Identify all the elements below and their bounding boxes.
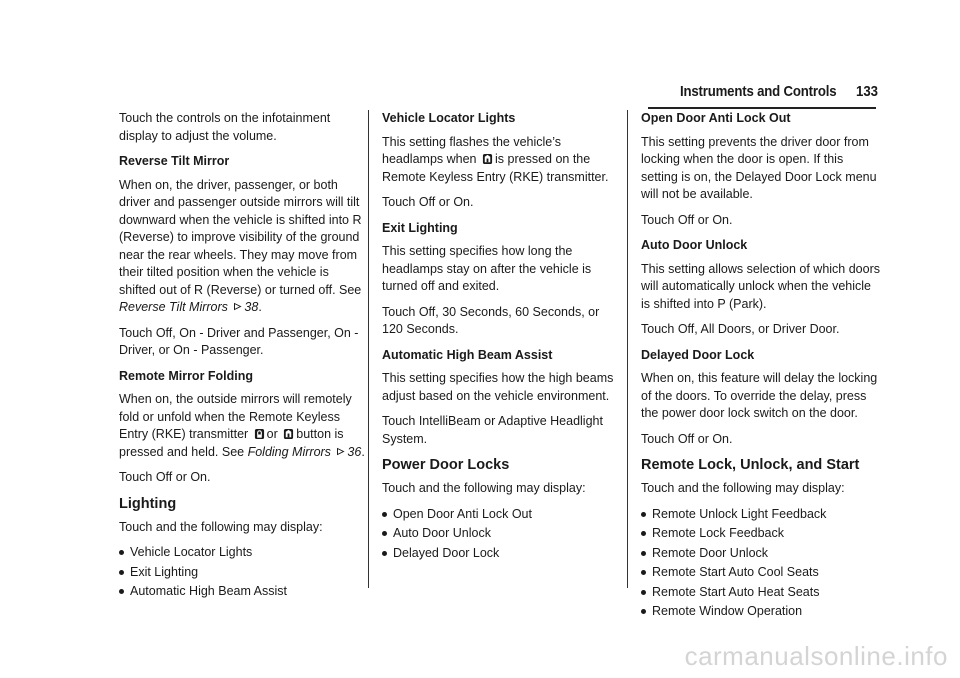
- power-door-locks-intro: Touch and the following may display:: [382, 481, 586, 495]
- list-item: Remote Window Operation: [641, 603, 881, 621]
- bullet-icon: [641, 512, 646, 517]
- locator-paragraph: This setting flashes the vehicle’s headlamps when is pressed on the Remote Keyless Entry (RKE) transmitter.: [382, 134, 609, 184]
- touch-options-high-beam: Touch IntelliBeam or Adaptive Headlight System.: [382, 414, 603, 446]
- touch-options-anti-lock: Touch Off or On.: [641, 212, 733, 227]
- touch-options-reverse: Touch Off, On - Driver and Passenger, On - Driver, or On - Passenger.: [119, 325, 359, 357]
- bullet-icon: [641, 570, 646, 575]
- page-number: 133: [856, 83, 879, 100]
- list-item: Remote Start Auto Heat Seats: [641, 584, 881, 602]
- bullet-icon: [382, 512, 387, 517]
- touch-options-exit: Touch Off, 30 Seconds, 60 Seconds, or 120 Seconds.: [382, 304, 600, 336]
- list-item: Automatic High Beam Assist: [119, 583, 365, 601]
- header-rule: [648, 107, 876, 109]
- remote-list: [641, 506, 881, 621]
- unlock-key-icon: [283, 428, 294, 440]
- folding-paragraph: When on, the outside mirrors will remotely fold or unfold when the Remote Keyless Entry (RKE) transmitter or button is pressed and held. See Folding Mirrors 36.: [119, 392, 365, 459]
- bullet-icon: [382, 551, 387, 556]
- xref-folding-mirrors[interactable]: Folding Mirrors: [247, 444, 331, 459]
- page-reference-icon: [233, 302, 242, 311]
- bullet-icon: [119, 570, 124, 575]
- column-3: [641, 110, 881, 623]
- list-item: Vehicle Locator Lights: [119, 544, 365, 562]
- xref-reverse-tilt-mirrors[interactable]: Reverse Tilt Mirrors: [119, 300, 228, 314]
- auto-door-unlock-paragraph: This setting allows selection of which doors will automatically unlock when the vehicle is shifted into P (Park).: [641, 261, 881, 311]
- list-item: Exit Lighting: [119, 564, 365, 582]
- xref-page-38[interactable]: 38: [244, 300, 259, 314]
- anti-lock-out-paragraph: This setting prevents the driver door from locking when the door is open. If this setting is on, the Delayed Door Lock menu will not be available.: [641, 134, 877, 201]
- list-item: Remote Unlock Light Feedback: [641, 506, 881, 524]
- touch-options-folding: Touch Off or On.: [119, 470, 211, 484]
- bullet-icon: [641, 609, 646, 614]
- lighting-list: [119, 544, 365, 601]
- bullet-icon: [382, 531, 387, 536]
- intro-paragraph: Touch the controls on the infotainment display to adjust the volume.: [119, 111, 331, 143]
- heading-reverse-tilt-mirror: Reverse Tilt Mirror: [119, 154, 230, 168]
- section-title: Instruments and Controls: [680, 83, 837, 100]
- list-item: Delayed Door Lock: [382, 545, 614, 563]
- unlock-key-icon: [482, 153, 493, 165]
- heading-power-door-locks: Power Door Locks: [382, 457, 510, 473]
- heading-vehicle-locator-lights: Vehicle Locator Lights: [382, 111, 516, 125]
- watermark: carmanualsonline.info: [684, 641, 948, 671]
- heading-lighting: Lighting: [119, 495, 177, 512]
- page-header: [0, 80, 960, 110]
- heading-exit-lighting: Exit Lighting: [382, 220, 458, 235]
- bullet-icon: [641, 590, 646, 595]
- list-item: Auto Door Unlock: [382, 525, 614, 543]
- column-2: [382, 110, 614, 564]
- heading-auto-door-unlock: Auto Door Unlock: [641, 238, 748, 252]
- heading-delayed-door-lock: Delayed Door Lock: [641, 347, 755, 362]
- list-item: Open Door Anti Lock Out: [382, 506, 614, 524]
- list-item: Remote Door Unlock: [641, 545, 881, 563]
- heading-remote-lock-unlock-start: Remote Lock, Unlock, and Start: [641, 457, 860, 473]
- bullet-icon: [641, 531, 646, 536]
- lighting-intro: Touch and the following may display:: [119, 519, 323, 534]
- bullet-icon: [119, 550, 124, 555]
- xref-page-36[interactable]: 36: [347, 444, 362, 459]
- delayed-door-lock-paragraph: When on, this feature will delay the locking of the doors. To override the delay, press the power door lock switch on the door.: [641, 371, 878, 420]
- touch-options-locator: Touch Off or On.: [382, 195, 474, 209]
- power-door-locks-list: [382, 506, 614, 563]
- column-1: [119, 110, 365, 603]
- list-item: Remote Lock Feedback: [641, 525, 881, 543]
- heading-automatic-high-beam-assist: Automatic High Beam Assist: [382, 347, 553, 362]
- reverse-tilt-paragraph: When on, the driver, passenger, or both driver and passenger outside mirrors will tilt downward when the vehicle is shifted into R (Reverse) to improve visibility of the ground near the rear wheels. They may move from their tilted position when the vehicle is shifted out of R (Reverse) or turned off. See Reverse Tilt Mirrors 38.: [119, 177, 362, 314]
- bullet-icon: [641, 551, 646, 556]
- page-reference-icon: [336, 447, 345, 456]
- bullet-icon: [119, 589, 124, 594]
- column-divider-2: [627, 110, 628, 588]
- high-beam-paragraph: This setting specifies how the high beams adjust based on the vehicle environment.: [382, 371, 614, 403]
- column-divider-1: [368, 110, 369, 588]
- lock-key-icon: [254, 428, 265, 440]
- heading-open-door-anti-lock-out: Open Door Anti Lock Out: [641, 111, 791, 125]
- heading-remote-mirror-folding: Remote Mirror Folding: [119, 368, 254, 383]
- touch-options-delayed: Touch Off or On.: [641, 431, 733, 446]
- list-item: Remote Start Auto Cool Seats: [641, 564, 881, 582]
- remote-intro: Touch and the following may display:: [641, 481, 845, 495]
- exit-lighting-paragraph: This setting specifies how long the headlamps stay on after the vehicle is turned off and exited.: [382, 244, 592, 293]
- touch-options-auto-unlock: Touch Off, All Doors, or Driver Door.: [641, 322, 840, 336]
